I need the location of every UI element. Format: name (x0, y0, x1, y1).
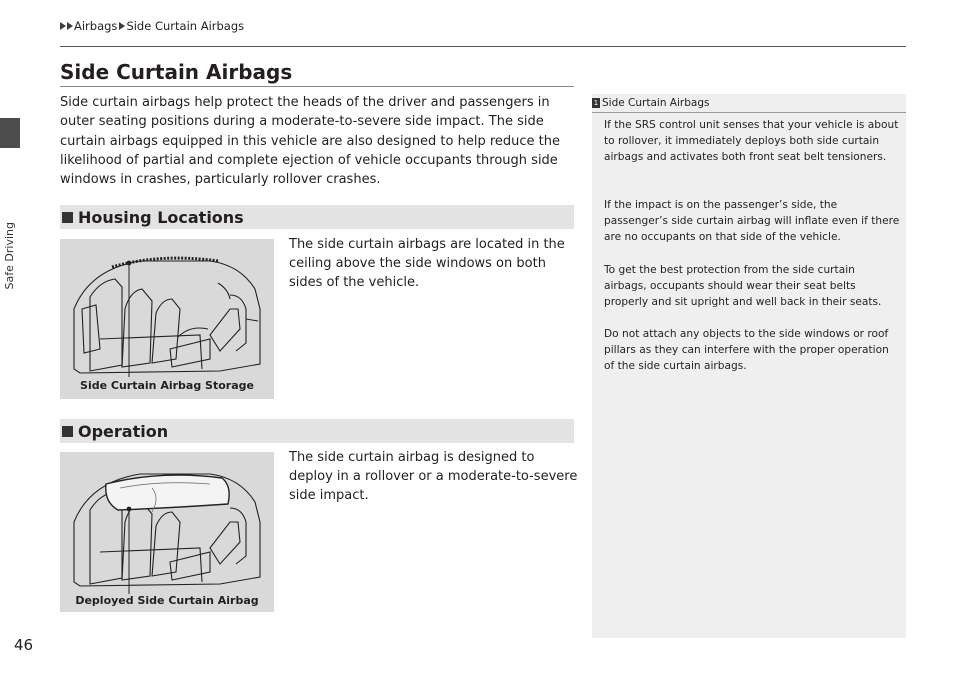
square-bullet-icon (62, 212, 73, 223)
housing-description: The side curtain airbags are located in the ceiling above the side windows on both sides of the vehicle. (289, 237, 565, 290)
title-divider (60, 86, 574, 87)
page-title: Side Curtain Airbags (60, 60, 293, 84)
operation-description: The side curtain airbag is designed to deploy in a rollover or a moderate-to-severe side impact. (289, 450, 578, 503)
housing-heading-text: Housing Locations (78, 207, 244, 227)
section-tab-marker (0, 118, 20, 148)
breadcrumb (60, 19, 244, 33)
page-number: 46 (14, 636, 34, 654)
operation-figure-caption: Deployed Side Curtain Airbag (75, 594, 259, 607)
side-note-title-text: Side Curtain Airbags (602, 97, 710, 109)
side-note-title (592, 97, 709, 109)
side-note-paragraph: If the impact is on the passenger’s side, the passenger’s side curtain airbag will inflate even if there are no occupants on that side of the vehicle. (604, 199, 900, 243)
side-note-paragraph: Do not attach any objects to the side windows or roof pillars as they can interfere with the proper operation of the side curtain airbags. (604, 328, 889, 372)
operation-heading-text: Operation (78, 421, 169, 441)
breadcrumb-link-airbags[interactable]: Airbags (74, 19, 118, 33)
breadcrumb-current: Side Curtain Airbags (126, 19, 245, 33)
intro-paragraph: Side curtain airbags help protect the heads of the driver and passengers in outer seating positions during a moderate-to-severe side impact. The side curtain airbags equipped in this vehicle are also designed to help reduce the likelihood of partial and complete ejection of vehicle occupants through side windows in crashes, particularly rollover crashes. (60, 95, 561, 188)
housing-figure-caption: Side Curtain Airbag Storage (80, 379, 254, 392)
header-divider (60, 46, 906, 47)
operation-section-heading (60, 419, 574, 443)
section-side-label: Safe Driving (3, 222, 16, 290)
car-interior-storage-illustration (60, 239, 274, 399)
side-note-divider (592, 112, 906, 113)
breadcrumb-arrow-icon (67, 22, 73, 30)
operation-figure (60, 452, 274, 612)
housing-figure (60, 239, 274, 399)
note-number-icon: 1 (593, 99, 599, 107)
breadcrumb-arrow-icon (119, 22, 125, 30)
car-interior-deployed-illustration (60, 452, 274, 612)
breadcrumb-arrow-icon (60, 22, 66, 30)
square-bullet-icon (62, 426, 73, 437)
side-note-paragraph: If the SRS control unit senses that your vehicle is about to rollover, it immediately deploys both side curtain airbags and activates both front seat belt tensioners. (604, 119, 899, 163)
side-note-paragraph: To get the best protection from the side curtain airbags, occupants should wear their seat belts properly and sit upright and well back in their seats. (604, 264, 882, 308)
housing-section-heading (60, 205, 574, 229)
